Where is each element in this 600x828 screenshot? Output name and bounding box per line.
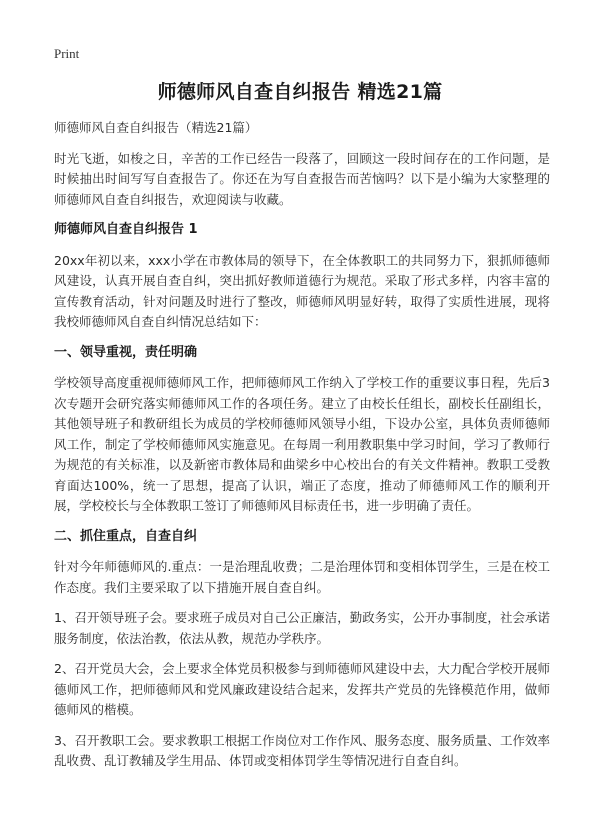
intro-paragraph: 时光飞逝，如梭之日，辛苦的工作已经告一段落了，回顾这一段时间存在的工作问题，是时候抽出时间写写自查报告了。你还在为写自查报告而苦恼吗？以下是小编为大家整理的师德师风自查自纠报告，欢迎阅读与收藏。 [54, 150, 550, 207]
report-opening-paragraph: 20xx年初以来，xxx小学在市教体局的领导下，在全体教职工的共同努力下，狠抓师德师风建设，认真开展自查自纠，突出抓好教师道德行为规范。采取了形式多样，内容丰富的宣传教育活动，针对问题及时进行了整改，师德师风明显好转，取得了实质性进展，现将我校师德师风自查自纠情况总结如下： [54, 252, 550, 329]
document-title: 师德师风自查自纠报告 精选21篇 [157, 81, 443, 103]
section1-heading: 一、领导重视，责任明确 [54, 344, 198, 360]
section2-heading: 二、抓住重点，自查自纠 [54, 528, 198, 544]
print-label: Print [54, 46, 80, 61]
document-body [54, 118, 550, 782]
section2-intro-paragraph: 针对今年师德师风的.重点：一是治理乱收费；二是治理体罚和变相体罚学生，三是在校工作态度。我们主要采取了以下措施开展自查自纠。 [54, 559, 550, 595]
document-subtitle: 师德师风自查自纠报告（精选21篇） [54, 120, 258, 135]
list-item: 3、召开教职工会。要求教职工根据工作岗位对工作作风、服务态度、服务质量、工作效率乱收费、乱订教辅及学生用品、体罚或变相体罚学生等情况进行自查自纠。 [54, 732, 550, 768]
report-heading: 师德师风自查自纠报告 1 [54, 222, 198, 237]
list-item: 2、召开党员大会，会上要求全体党员积极参与到师德师风建设中去，大力配合学校开展师德师风工作，把师德师风和党风廉政建设结合起来，发挥共产党员的先锋模范作用，做师德师风的楷模。 [54, 661, 550, 717]
list-item: 1、召开领导班子会。要求班子成员对自己公正廉洁，勤政务实，公开办事制度，社会承诺服务制度，依法治教，依法从教，规范办学秩序。 [54, 610, 550, 646]
section1-paragraph: 学校领导高度重视师德师风工作，把师德师风工作纳入了学校工作的重要议事日程，先后3次专题开会研究落实师德师风工作的各项任务。建立了由校长任组长，副校长任副组长，其他领导班子和教研组长为成员的学校师德师风领导小组，下设办公室，具体负责师德师风工作，制定了学校师德师风实施意见。在每周一利用教职集中学习时间，学习了教师行为规范的有关标准，以及新密市教体局和曲梁乡中心校出台的有关文件精神。教职工受教育面达100%，统一了思想，提高了认识，端正了态度，推动了师德师风工作的顺利开展，学校校长与全体教职工签订了师德师风目标责任书，进一步明确了责任。 [54, 375, 550, 513]
